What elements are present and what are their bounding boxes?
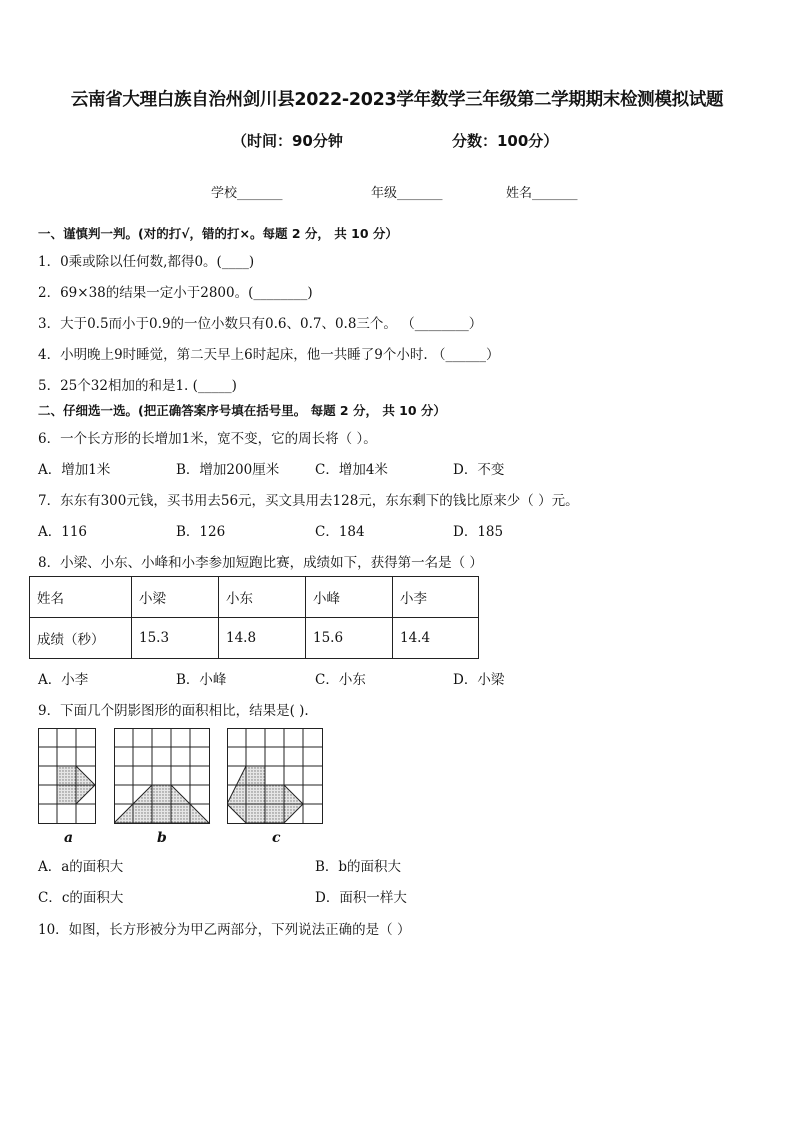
table-cell: 成绩（秒） xyxy=(30,618,132,659)
table-cell: 小李 xyxy=(393,577,479,618)
figure-label-b: b xyxy=(157,830,167,846)
table-cell: 小东 xyxy=(219,577,306,618)
q7-option-a: A．116 xyxy=(38,524,88,540)
q8-option-c: C．小东 xyxy=(315,672,366,688)
question-8: 8．小梁、小东、小峰和小李参加短跑比赛，成绩如下，获得第一名是（ ） xyxy=(38,555,483,571)
q8-option-a: A．小李 xyxy=(38,672,89,688)
question-10: 10．如图，长方形被分为甲乙两部分，下列说法正确的是（ ） xyxy=(38,922,411,938)
table-cell: 14.4 xyxy=(393,618,479,659)
question-6: 6．一个长方形的长增加1米，宽不变，它的周长将（ ）。 xyxy=(38,431,377,447)
table-cell: 15.6 xyxy=(306,618,393,659)
q9-option-d: D．面积一样大 xyxy=(315,890,407,906)
figure-b xyxy=(114,728,212,824)
q9-option-b: B．b的面积大 xyxy=(315,859,402,875)
q9-option-a: A．a的面积大 xyxy=(38,859,124,875)
table-cell: 14.8 xyxy=(219,618,306,659)
question-3: 3．大于0.5而小于0.9的一位小数只有0.6、0.7、0.8三个。 （________） xyxy=(38,316,483,332)
q7-option-d: D．185 xyxy=(453,524,504,540)
figure-a xyxy=(38,728,98,824)
table-cell: 小梁 xyxy=(132,577,219,618)
q6-option-c: C．增加4米 xyxy=(315,462,388,478)
q7-option-c: C．184 xyxy=(315,524,365,540)
q8-option-b: B．小峰 xyxy=(176,672,227,688)
question-2: 2．69×38的结果一定小于2800。(________) xyxy=(38,285,313,301)
q9-option-c: C．c的面积大 xyxy=(38,890,124,906)
figure-label-a: a xyxy=(64,830,74,846)
figure-label-c: c xyxy=(272,830,281,846)
section1-title: 一、谨慎判一判。(对的打√，错的打×。每题 2 分， 共 10 分） xyxy=(38,226,398,241)
table-row xyxy=(30,577,479,618)
q8-option-d: D．小梁 xyxy=(453,672,505,688)
exam-score: 分数：100分） xyxy=(452,132,559,150)
table-cell: 姓名 xyxy=(30,577,132,618)
question-9: 9．下面几个阴影图形的面积相比，结果是( ). xyxy=(38,703,309,719)
exam-time: （时间：90分钟 xyxy=(232,132,343,150)
school-field: 学校_______ xyxy=(211,186,283,201)
q6-option-a: A．增加1米 xyxy=(38,462,111,478)
figure-c xyxy=(227,728,325,824)
grade-field: 年级_______ xyxy=(371,186,443,201)
name-field: 姓名_______ xyxy=(506,186,578,201)
q6-option-b: B．增加200厘米 xyxy=(176,462,280,478)
table-cell: 小峰 xyxy=(306,577,393,618)
question-7: 7．东东有300元钱，买书用去56元，买文具用去128元，东东剩下的钱比原来少（ ）元。 xyxy=(38,493,579,509)
section2-title: 二、仔细选一选。(把正确答案序号填在括号里。 每题 2 分， 共 10 分） xyxy=(38,403,446,418)
table-row xyxy=(30,618,479,659)
score-table xyxy=(29,576,479,659)
table-cell: 15.3 xyxy=(132,618,219,659)
question-4: 4．小明晚上9时睡觉，第二天早上6时起床，他一共睡了9个小时. （______） xyxy=(38,347,500,363)
page-title: 云南省大理白族自治州剑川县2022-2023学年数学三年级第二学期期末检测模拟试题 xyxy=(70,90,724,110)
q7-option-b: B．126 xyxy=(176,524,226,540)
q6-option-d: D．不变 xyxy=(453,462,505,478)
question-5: 5．25个32相加的和是1. (_____) xyxy=(38,378,237,394)
question-1: 1．0乘或除以任何数,都得0。(____) xyxy=(38,254,255,270)
